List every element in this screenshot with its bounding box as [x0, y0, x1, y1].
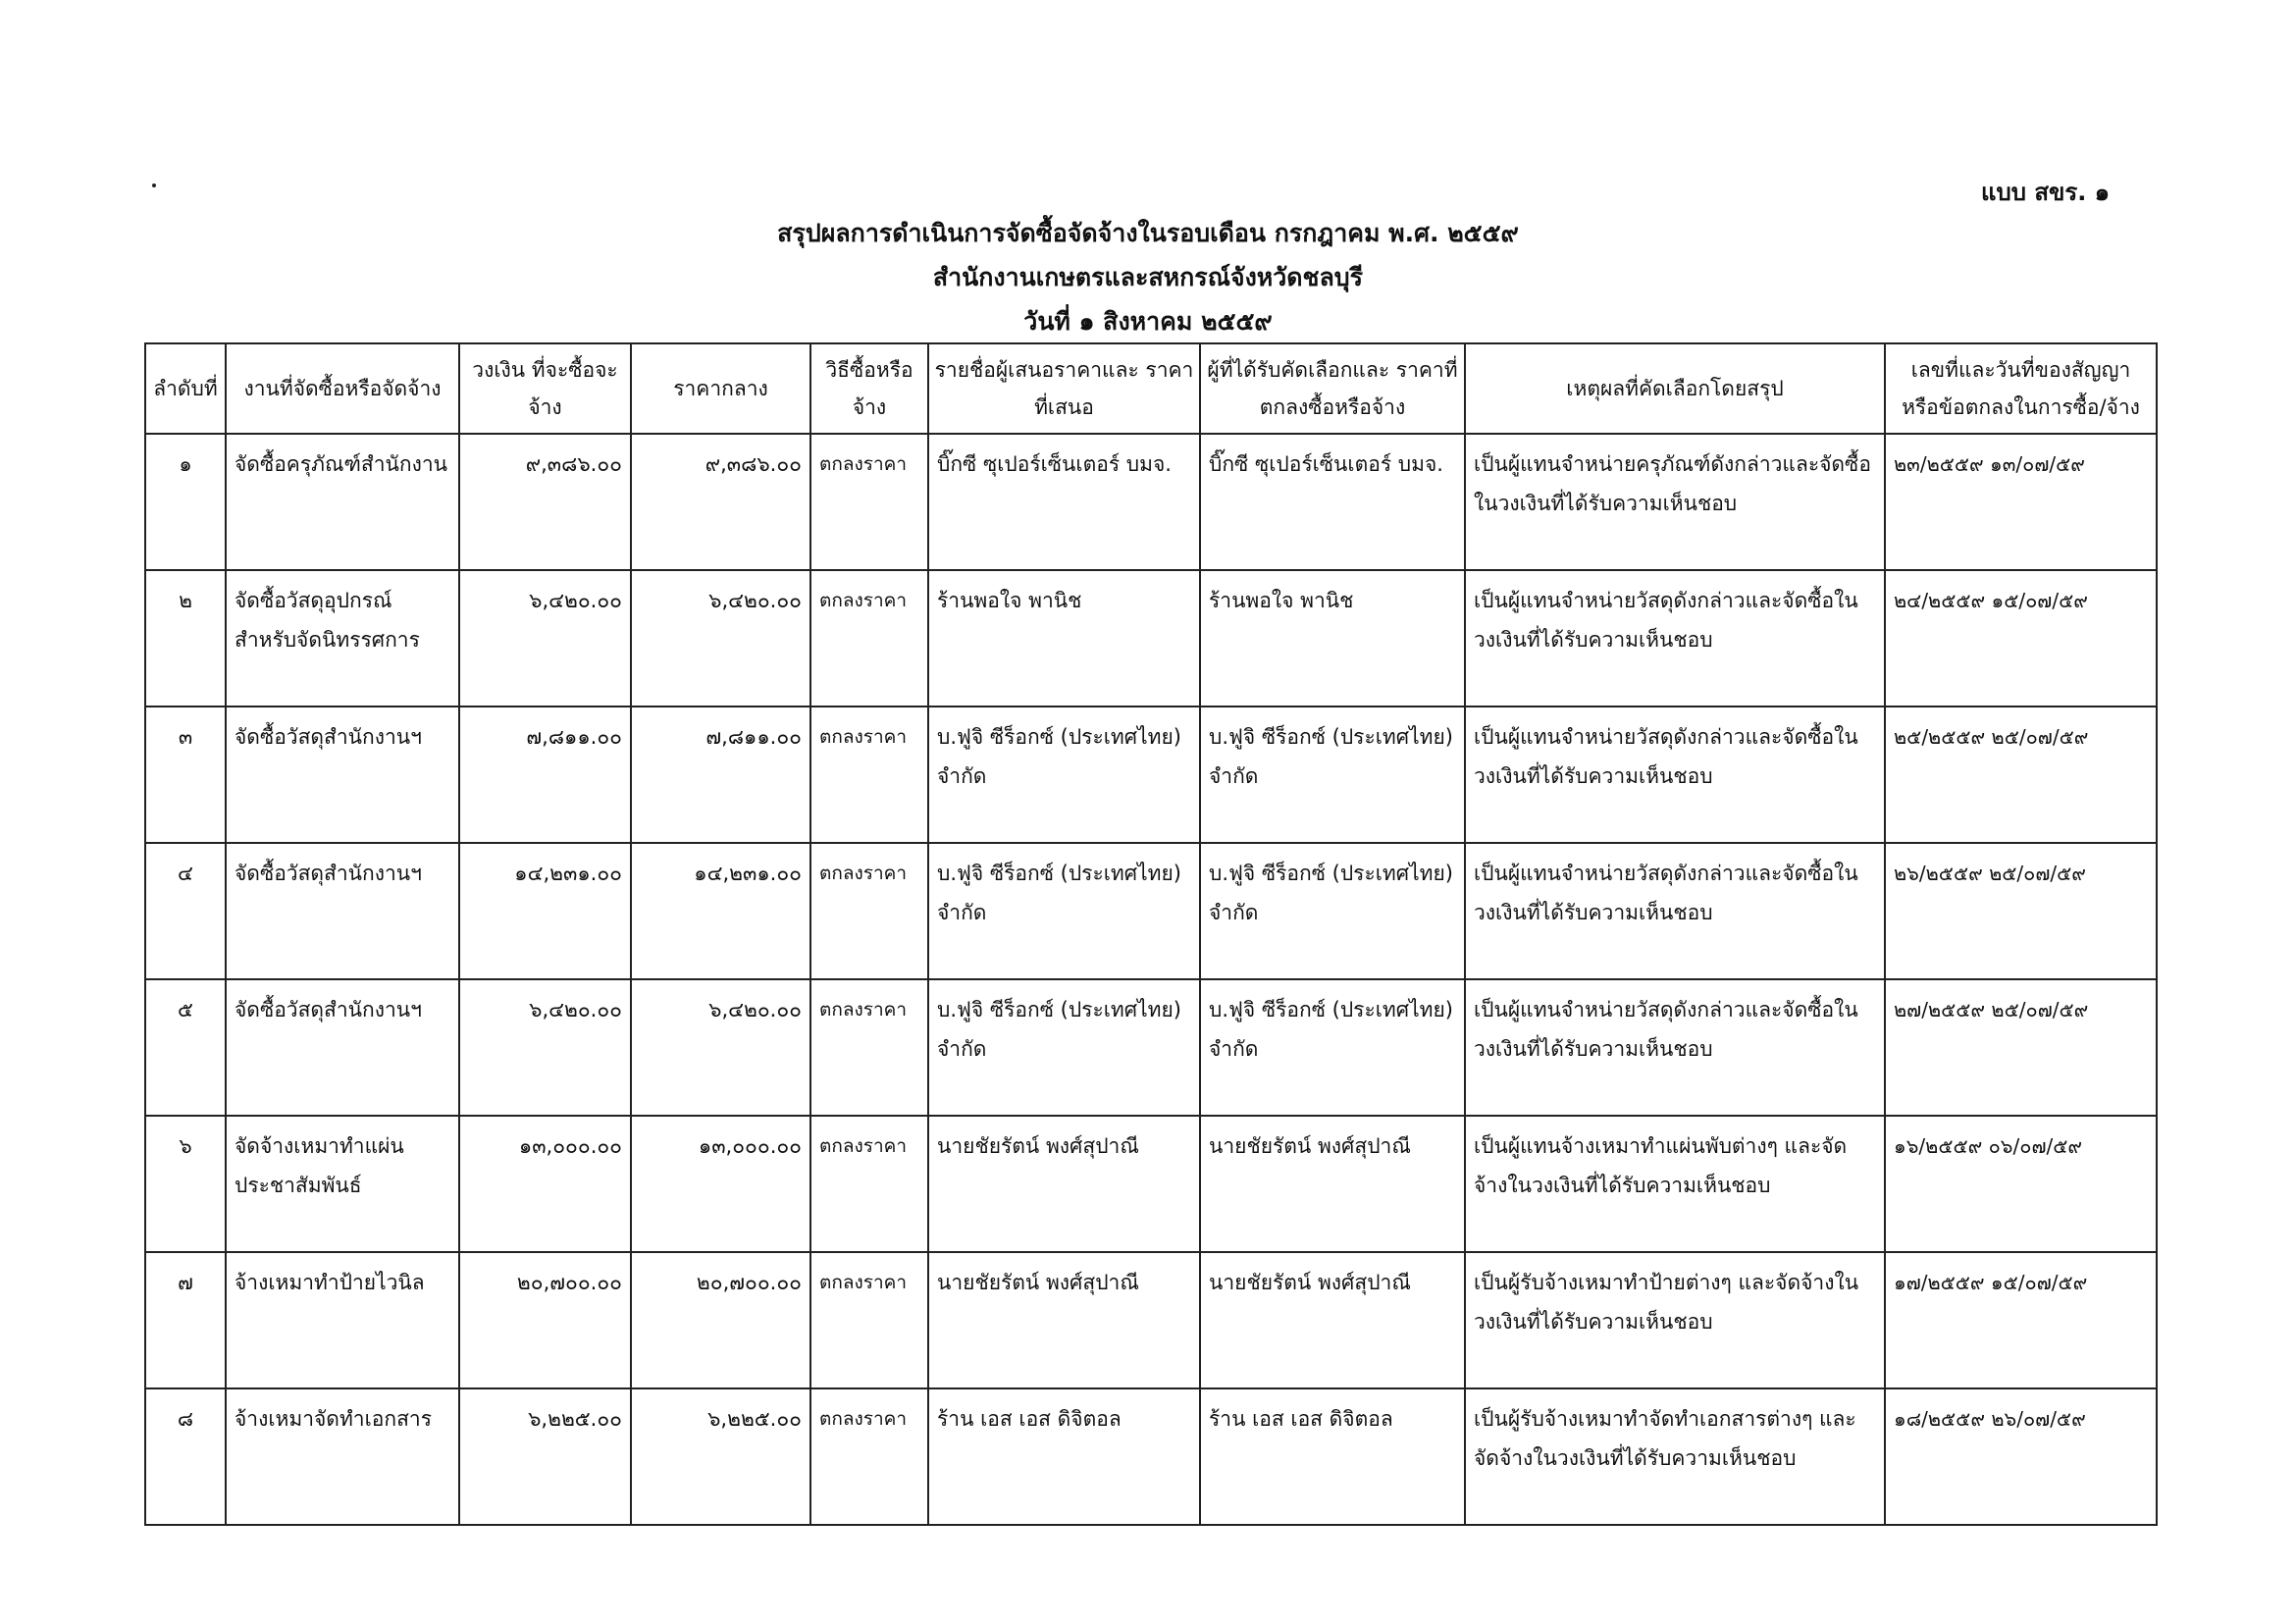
cell-item: จัดซื้อวัสดุสำนักงานฯ — [226, 843, 459, 979]
col-header-reason: เหตุผลที่คัดเลือกโดยสรุป — [1465, 343, 1885, 434]
cell-selected: ร้านพอใจ พานิช — [1200, 570, 1465, 707]
cell-budget: ๖,๒๒๕.๐๐ — [459, 1388, 631, 1525]
cell-bidders: นายชัยรัตน์ พงศ์สุปาณี — [928, 1116, 1200, 1252]
table-row — [145, 843, 2157, 979]
cell-reason: เป็นผู้แทนจำหน่ายวัสดุดังกล่าวและจัดซื้อในวงเงินที่ได้รับความเห็นชอบ — [1465, 707, 1885, 843]
cell-selected: นายชัยรัตน์ พงศ์สุปาณี — [1200, 1116, 1465, 1252]
agency-name: สำนักงานเกษตรและสหกรณ์จังหวัดชลบุรี — [932, 263, 1364, 291]
cell-no: ๖ — [145, 1116, 226, 1252]
cell-contract: ๒๓/๒๕๕๙ ๑๓/๐๗/๕๙ — [1885, 434, 2157, 570]
cell-method: ตกลงราคา — [810, 843, 928, 979]
cell-reason: เป็นผู้รับจ้างเหมาทำจัดทำเอกสารต่างๆ และจัดจ้างในวงเงินที่ได้รับความเห็นชอบ — [1465, 1388, 1885, 1525]
table-row — [145, 1252, 2157, 1388]
col-header-contract: เลขที่และวันที่ของสัญญา หรือข้อตกลงในการซื้อ/จ้าง — [1885, 343, 2157, 434]
cell-selected: บ.ฟูจิ ซีร็อกซ์ (ประเทศไทย) จำกัด — [1200, 979, 1465, 1116]
table-row — [145, 434, 2157, 570]
cell-bidders: ร้าน เอส เอส ดิจิตอล — [928, 1388, 1200, 1525]
col-header-bidders: รายชื่อผู้เสนอราคาและ ราคาที่เสนอ — [928, 343, 1200, 434]
cell-item: จัดซื้อครุภัณฑ์สำนักงาน — [226, 434, 459, 570]
cell-reason: เป็นผู้แทนจำหน่ายวัสดุดังกล่าวและจัดซื้อในวงเงินที่ได้รับความเห็นชอบ — [1465, 570, 1885, 707]
cell-median-price: ๗,๘๑๑.๐๐ — [631, 707, 810, 843]
cell-contract: ๒๖/๒๕๕๙ ๒๕/๐๗/๕๙ — [1885, 843, 2157, 979]
cell-budget: ๖,๔๒๐.๐๐ — [459, 570, 631, 707]
cell-reason: เป็นผู้รับจ้างเหมาทำป้ายต่างๆ และจัดจ้างในวงเงินที่ได้รับความเห็นชอบ — [1465, 1252, 1885, 1388]
col-header-selected: ผู้ที่ได้รับคัดเลือกและ ราคาที่ตกลงซื้อหรือจ้าง — [1200, 343, 1465, 434]
col-header-budget: วงเงิน ที่จะซื้อจะจ้าง — [459, 343, 631, 434]
cell-no: ๘ — [145, 1388, 226, 1525]
form-code: แบบ สขร. ๑ — [1981, 179, 2110, 206]
cell-contract: ๑๘/๒๕๕๙ ๒๖/๐๗/๕๙ — [1885, 1388, 2157, 1525]
cell-method: ตกลงราคา — [810, 707, 928, 843]
cell-bidders: บ.ฟูจิ ซีร็อกซ์ (ประเทศไทย) จำกัด — [928, 843, 1200, 979]
cell-budget: ๖,๔๒๐.๐๐ — [459, 979, 631, 1116]
cell-contract: ๒๔/๒๕๕๙ ๑๕/๐๗/๕๙ — [1885, 570, 2157, 707]
cell-budget: ๒๐,๗๐๐.๐๐ — [459, 1252, 631, 1388]
procurement-summary-table — [144, 342, 2158, 1526]
cell-median-price: ๖,๔๒๐.๐๐ — [631, 570, 810, 707]
cell-median-price: ๑๓,๐๐๐.๐๐ — [631, 1116, 810, 1252]
cell-bidders: บ.ฟูจิ ซีร็อกซ์ (ประเทศไทย) จำกัด — [928, 979, 1200, 1116]
report-date: วันที่ ๑ สิงหาคม ๒๕๕๙ — [1023, 307, 1273, 336]
table-header-row — [145, 343, 2157, 434]
cell-no: ๒ — [145, 570, 226, 707]
cell-selected: บิ๊กซี ซุเปอร์เซ็นเตอร์ บมจ. — [1200, 434, 1465, 570]
cell-method: ตกลงราคา — [810, 1116, 928, 1252]
cell-selected: บ.ฟูจิ ซีร็อกซ์ (ประเทศไทย) จำกัด — [1200, 707, 1465, 843]
cell-budget: ๙,๓๘๖.๐๐ — [459, 434, 631, 570]
cell-no: ๑ — [145, 434, 226, 570]
cell-item: จัดซื้อวัสดุอุปกรณ์สำหรับจัดนิทรรศการ — [226, 570, 459, 707]
cell-no: ๕ — [145, 979, 226, 1116]
cell-no: ๗ — [145, 1252, 226, 1388]
table-row — [145, 979, 2157, 1116]
cell-contract: ๑๖/๒๕๕๙ ๐๖/๐๗/๕๙ — [1885, 1116, 2157, 1252]
cell-method: ตกลงราคา — [810, 979, 928, 1116]
cell-median-price: ๖,๒๒๕.๐๐ — [631, 1388, 810, 1525]
cell-reason: เป็นผู้แทนจำหน่ายวัสดุดังกล่าวและจัดซื้อในวงเงินที่ได้รับความเห็นชอบ — [1465, 843, 1885, 979]
page-dot — [152, 183, 156, 187]
table-row — [145, 1388, 2157, 1525]
cell-median-price: ๙,๓๘๖.๐๐ — [631, 434, 810, 570]
cell-contract: ๒๕/๒๕๕๙ ๒๕/๐๗/๕๙ — [1885, 707, 2157, 843]
col-header-no: ลำดับที่ — [145, 343, 226, 434]
cell-budget: ๑๔,๒๓๑.๐๐ — [459, 843, 631, 979]
table-row — [145, 707, 2157, 843]
cell-median-price: ๖,๔๒๐.๐๐ — [631, 979, 810, 1116]
cell-budget: ๗,๘๑๑.๐๐ — [459, 707, 631, 843]
cell-selected: ร้าน เอส เอส ดิจิตอล — [1200, 1388, 1465, 1525]
cell-method: ตกลงราคา — [810, 1252, 928, 1388]
cell-no: ๓ — [145, 707, 226, 843]
cell-selected: บ.ฟูจิ ซีร็อกซ์ (ประเทศไทย) จำกัด — [1200, 843, 1465, 979]
cell-bidders: บิ๊กซี ซุเปอร์เซ็นเตอร์ บมจ. — [928, 434, 1200, 570]
cell-contract: ๒๗/๒๕๕๙ ๒๕/๐๗/๕๙ — [1885, 979, 2157, 1116]
cell-item: จ้างเหมาจัดทำเอกสาร — [226, 1388, 459, 1525]
cell-item: จัดซื้อวัสดุสำนักงานฯ — [226, 707, 459, 843]
cell-method: ตกลงราคา — [810, 570, 928, 707]
cell-selected: นายชัยรัตน์ พงศ์สุปาณี — [1200, 1252, 1465, 1388]
cell-method: ตกลงราคา — [810, 1388, 928, 1525]
col-header-item: งานที่จัดซื้อหรือจัดจ้าง — [226, 343, 459, 434]
cell-reason: เป็นผู้แทนจ้างเหมาทำแผ่นพับต่างๆ และจัดจ้างในวงเงินที่ได้รับความเห็นชอบ — [1465, 1116, 1885, 1252]
cell-reason: เป็นผู้แทนจำหน่ายครุภัณฑ์ดังกล่าวและจัดซื้อในวงเงินที่ได้รับความเห็นชอบ — [1465, 434, 1885, 570]
cell-item: จัดซื้อวัสดุสำนักงานฯ — [226, 979, 459, 1116]
cell-bidders: นายชัยรัตน์ พงศ์สุปาณี — [928, 1252, 1200, 1388]
col-header-method: วิธีซื้อหรือ จ้าง — [810, 343, 928, 434]
cell-bidders: ร้านพอใจ พานิช — [928, 570, 1200, 707]
cell-method: ตกลงราคา — [810, 434, 928, 570]
cell-bidders: บ.ฟูจิ ซีร็อกซ์ (ประเทศไทย) จำกัด — [928, 707, 1200, 843]
cell-reason: เป็นผู้แทนจำหน่ายวัสดุดังกล่าวและจัดซื้อในวงเงินที่ได้รับความเห็นชอบ — [1465, 979, 1885, 1116]
table-row — [145, 1116, 2157, 1252]
table-row — [145, 570, 2157, 707]
cell-item: จัดจ้างเหมาทำแผ่นประชาสัมพันธ์ — [226, 1116, 459, 1252]
cell-no: ๔ — [145, 843, 226, 979]
document-title: สรุปผลการดำเนินการจัดซื้อจัดจ้างในรอบเดือน กรกฎาคม พ.ศ. ๒๕๕๙ — [777, 219, 1519, 247]
col-header-median-price: ราคากลาง — [631, 343, 810, 434]
cell-item: จ้างเหมาทำป้ายไวนิล — [226, 1252, 459, 1388]
cell-median-price: ๑๔,๒๓๑.๐๐ — [631, 843, 810, 979]
cell-contract: ๑๗/๒๕๕๙ ๑๕/๐๗/๕๙ — [1885, 1252, 2157, 1388]
cell-budget: ๑๓,๐๐๐.๐๐ — [459, 1116, 631, 1252]
cell-median-price: ๒๐,๗๐๐.๐๐ — [631, 1252, 810, 1388]
